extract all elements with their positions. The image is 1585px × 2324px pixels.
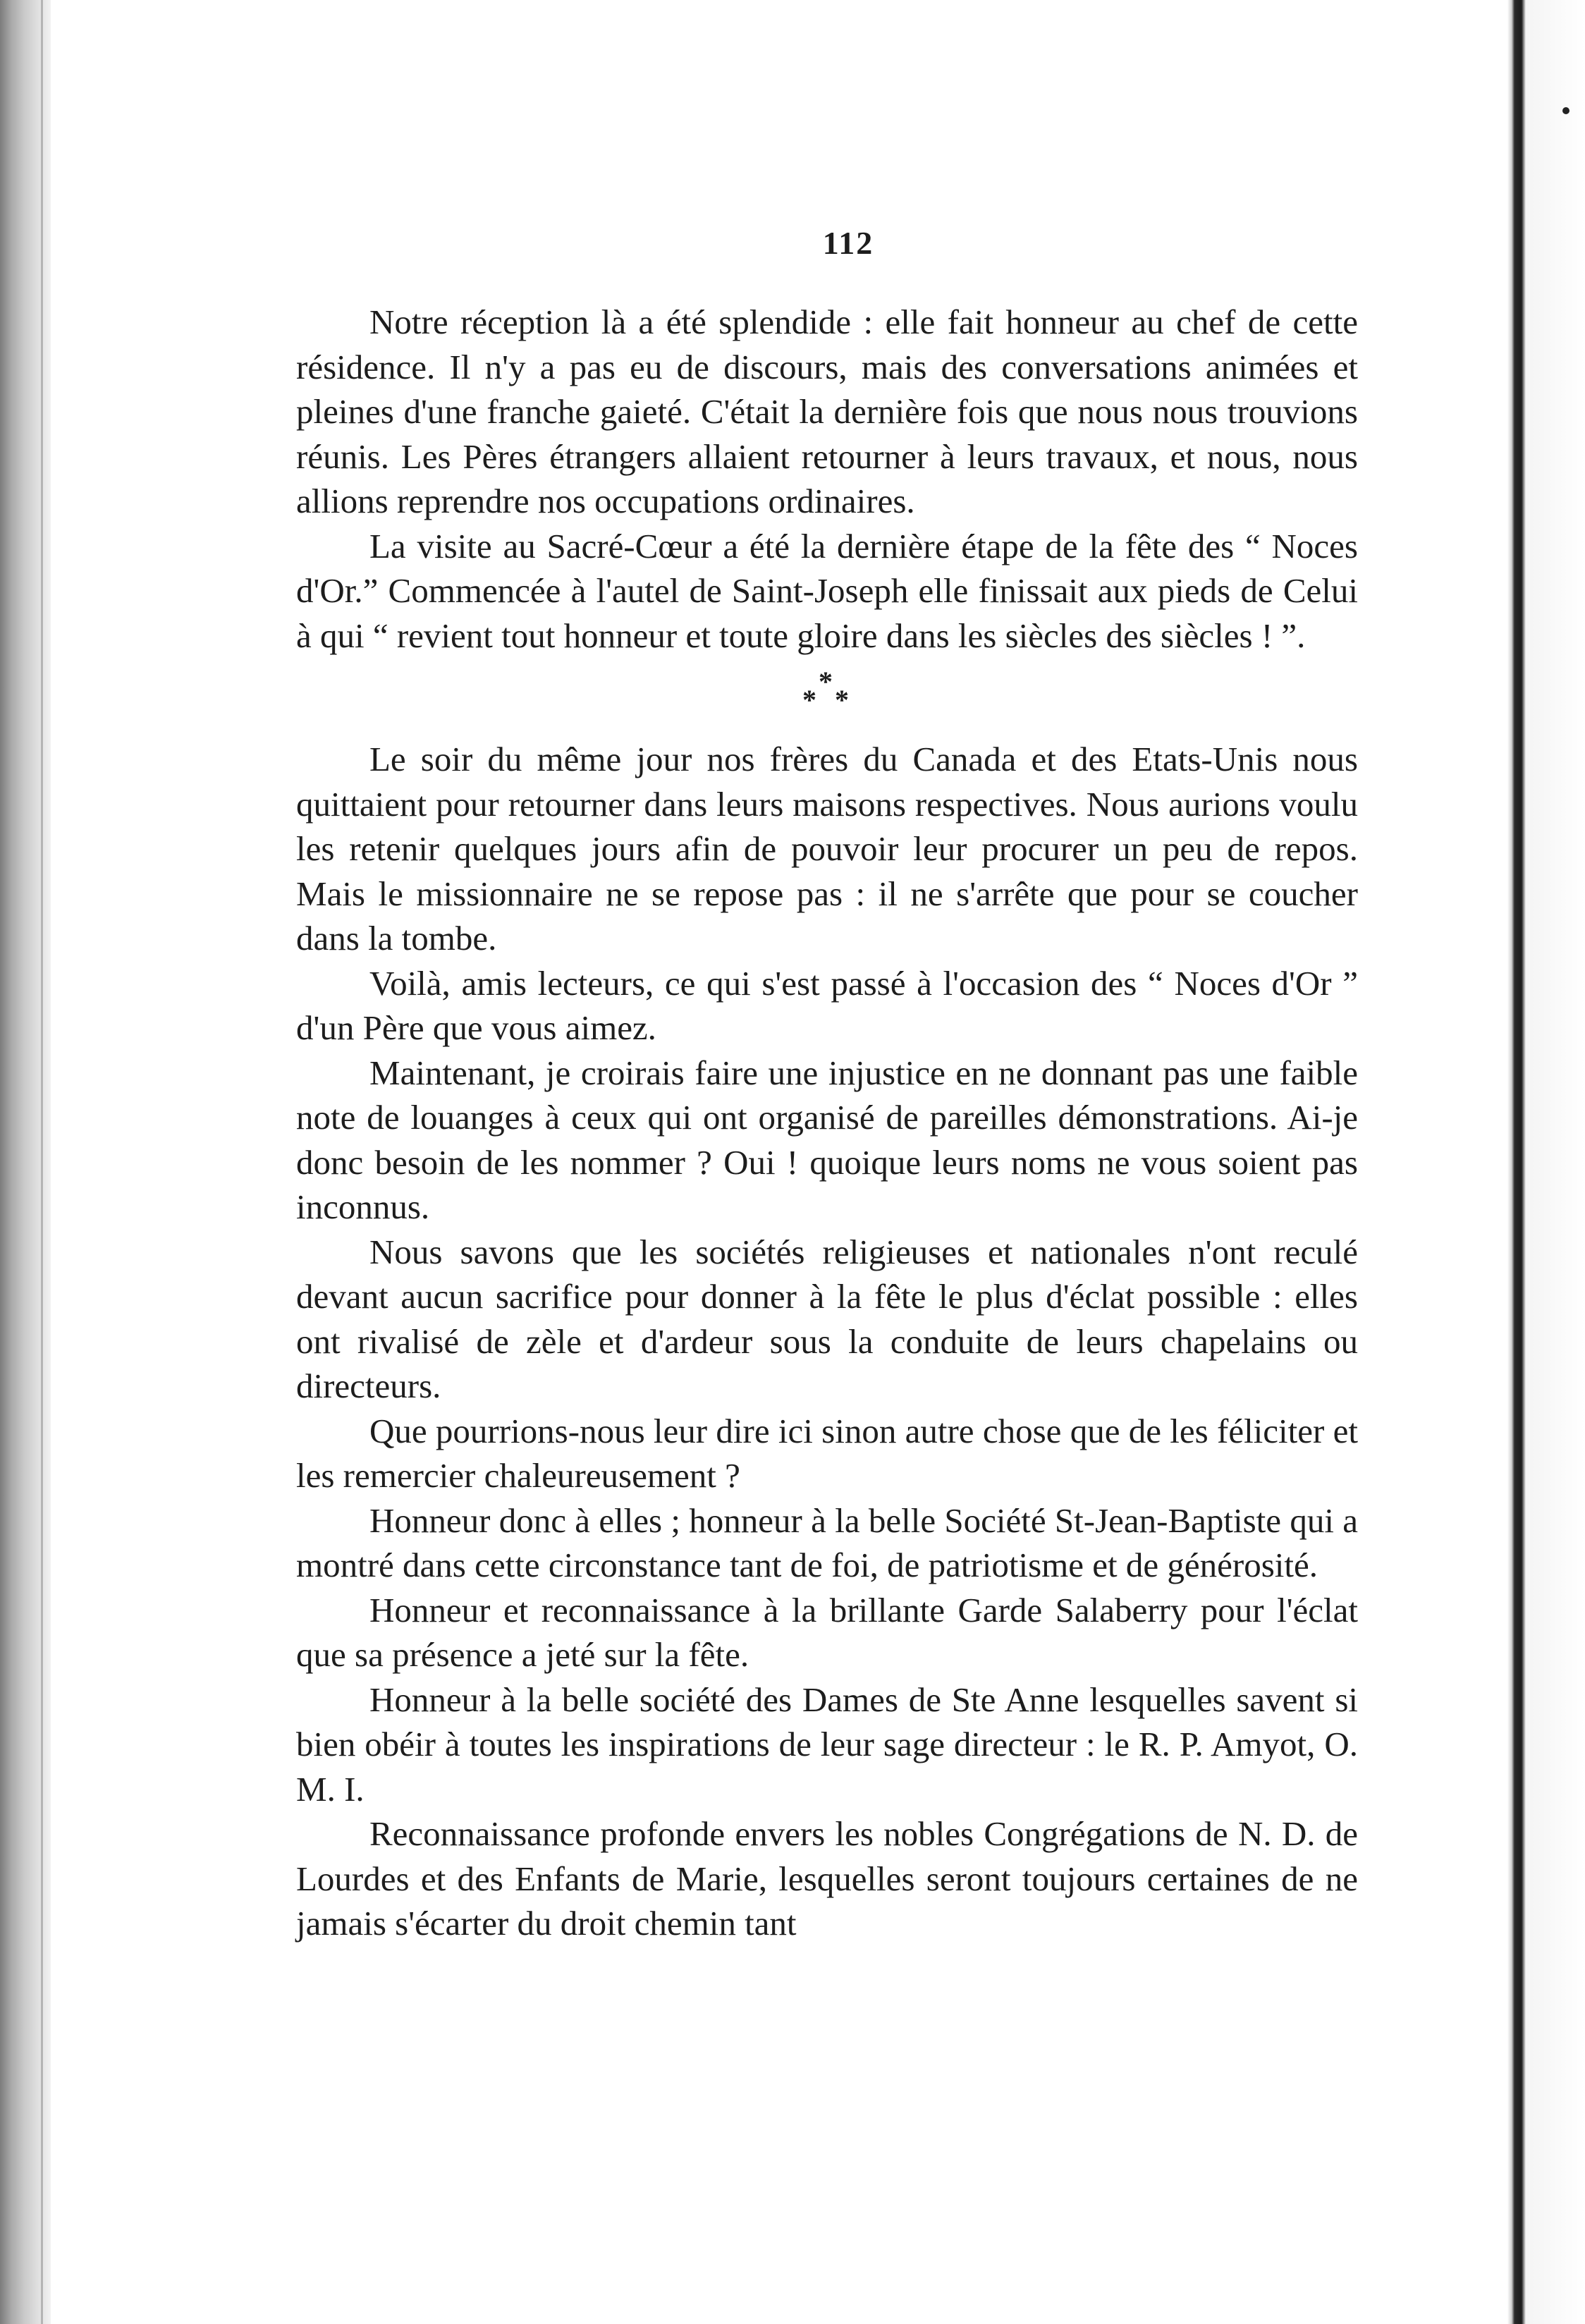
paragraph-st-jean-baptiste: Honneur donc à elles ; honneur à la belle Société St-Jean-Baptiste qui a montré dans cette circonstance tant de foi, de patriotisme et de générosité. bbox=[296, 1500, 1358, 1584]
book-page bbox=[296, 224, 1358, 1946]
scan-left-edge bbox=[0, 0, 51, 2324]
paragraph-maintenant: Maintenant, je croirais faire une injustice en ne donnant pas une faible note de louanges à ceux qui ont organisé de pareilles démonstrations. Ai-je donc besoin de les nommer ? Oui ! quoique leurs noms ne vous soient pas inconnus. bbox=[296, 1053, 1358, 1226]
paragraph-voila: Voilà, amis lecteurs, ce qui s'est passé à l'occasion des “ Noces d'Or ” d'un Père que vous aimez. bbox=[296, 963, 1358, 1047]
paragraph-congregations: Reconnaissance profonde envers les nobles Congrégations de N. D. de Lourdes et des Enfants de Marie, lesquelles seront toujours certaines de ne jamais s'écarter du droit chemin tant bbox=[296, 1814, 1358, 1943]
scan-speck bbox=[1562, 107, 1569, 114]
paragraph-sacre-coeur: La visite au Sacré-Cœur a été la dernière étape de la fête des “ Noces d'Or.” Commencée à l'autel de Saint-Joseph elle finissait aux pieds de Celui à qui “ revient tout honneur et toute gloire dans les siècles des siècles ! ”. bbox=[296, 526, 1358, 655]
paragraph-societes: Nous savons que les sociétés religieuses et nationales n'ont reculé devant aucun sacrifice pour donner à la fête le plus d'éclat possible : elles ont rivalisé de zèle et d'ardeur sous la conduite de leurs chapelains ou directeurs. bbox=[296, 1232, 1358, 1405]
paragraph-soir: Le soir du même jour nos frères du Canada et des Etats-Unis nous quittaient pour retourner dans leurs maisons respectives. Nous aurions voulu les retenir quelques jours afin de pouvoir leur procurer un peu de repos. Mais le missionnaire ne se repose pas : il ne s'arrête que pour se coucher dans la tombe. bbox=[296, 740, 1358, 958]
page-number: 112 bbox=[822, 225, 874, 261]
paragraph-reception: Notre réception là a été splendide : elle fait honneur au chef de cette résidence. Il n'y a pas eu de discours, mais des conversations animées et pleines d'une franche gaieté. C'était la dernière fois que nous nous trouvions réunis. Les Pères étrangers allaient retourner à leurs travaux, et nous, nous allions reprendre nos occupations ordinaires. bbox=[296, 302, 1358, 520]
section-asterism bbox=[296, 658, 1358, 737]
asterism-star: * bbox=[819, 666, 833, 697]
paragraph-dames-ste-anne: Honneur à la belle société des Dames de Ste Anne lesquelles savent si bien obéir à toutes les inspirations de leur sage directeur : le R. P. Amyot, O. M. I. bbox=[296, 1680, 1358, 1809]
scan-left-fold-line bbox=[41, 0, 43, 2324]
paragraph-garde-salaberry: Honneur et reconnaissance à la brillante Garde Salaberry pour l'éclat que sa présence a jeté sur la fête. bbox=[296, 1590, 1358, 1674]
scan-right-edge bbox=[1493, 0, 1585, 2324]
asterism-star: * bbox=[835, 684, 849, 716]
paragraph-feliciter: Que pourrions-nous leur dire ici sinon autre chose que de les féliciter et les remercier chaleureusement ? bbox=[296, 1411, 1358, 1495]
asterism-star: * bbox=[802, 684, 816, 716]
